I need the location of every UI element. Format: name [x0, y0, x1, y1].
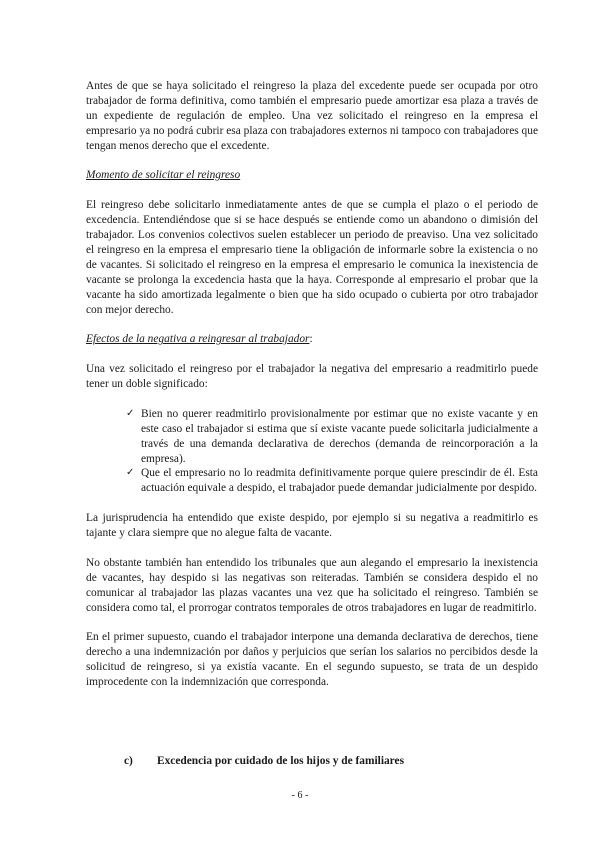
- paragraph-reingreso-intro: Antes de que se haya solicitado el reingreso la plaza del excedente puede ser ocupada por otro trabajador de forma definitiva, como también el empresario puede amortizar esa plaza a través de un expediente de regulación de empleo. Una vez solicitado el reingreso en la empresa el empresario ya no podrá cubrir esa plaza con trabajadores externos ni tampoco con trabajadores que tengan menos derecho que el excedente.: [86, 80, 538, 152]
- heading-momento-solicitar: Momento de solicitar el reingreso: [86, 169, 241, 182]
- paragraph-doble-significado: Una vez solicitado el reingreso por el trabajador la negativa del empresario a readmitirlo puede tener un doble significado:: [86, 363, 538, 391]
- section-title: Excedencia por cuidado de los hijos y de familiares: [157, 755, 405, 767]
- paragraph-tribunales: No obstante también han entendido los tribunales que aun alegando el empresario la inexistencia de vacantes, hay despido si las negativas son reiteradas. También se considera despido el no comunicar al trabajador las plazas vacantes una vez que ha solicitado el reingreso. También se considera como tal, el prorrogar contratos temporales de otros trabajadores en lugar de readmitirlo.: [86, 556, 538, 614]
- list-item: [126, 466, 538, 496]
- paragraph-supuestos: En el primer supuesto, cuando el trabajador interpone una demanda declarativa de derechos, tiene derecho a una indemnización por daños y perjuicios que serían los salarios no percibidos desde la solicitud de reingreso, si ya existía vacante. En el segundo supuesto, se trata de un despido improcedente con la indemnización que corresponda.: [86, 631, 538, 689]
- check-mark-icon: ✓: [126, 407, 135, 419]
- heading-efectos-negativa-text: Efectos de la negativa a reingresar al trabajador: [86, 333, 310, 346]
- section-heading: [124, 755, 404, 767]
- paragraph-momento-solicitar: El reingreso debe solicitarlo inmediatamente antes de que se cumpla el plazo o el periodo de excedencia. Entendiéndose que si se hace después se entiende como un abandono o dimisión del trabajador. Los convenios colectivos suelen establecer un periodo de preaviso. Una vez solicitado el reingreso en la empresa el empresario tiene la obligación de informarle sobre la existencia o no de vacantes. Si solicitado el reingreso en la empresa el empresario le comunica la inexistencia de vacante se prolonga la excedencia hasta que la haya. Corresponde al empresario el probar que la vacante ha sido amortizada legalmente o bien que ha sido ocupado o cubierta por otro trabajador con mejor derecho.: [86, 199, 538, 316]
- bullet-list: [86, 407, 538, 496]
- page-number: - 6 -: [291, 790, 309, 801]
- list-item: [126, 407, 538, 467]
- list-item-text: Que el empresario no lo readmita definitivamente porque quiere prescindir de él. Esta actuación equivale a despido, el trabajador puede demandar judicialmente por despido.: [141, 467, 538, 495]
- check-mark-icon: ✓: [126, 467, 135, 479]
- list-item-text: Bien no querer readmitirlo provisionalmente por estimar que no existe vacante y en este caso el trabajador si estima que sí existe vacante puede solicitarla judicialmente a través de una demanda declarativa de derechos (demanda de reincorporación a la empresa).: [141, 407, 538, 465]
- paragraph-jurisprudencia: La jurisprudencia ha entendido que existe despido, por ejemplo si su negativa a readmitirlo es tajante y clara siempre que no alegue falta de vacante.: [86, 512, 538, 540]
- document-body: [86, 79, 538, 690]
- heading-efectos-negativa: [86, 332, 538, 347]
- heading-efectos-negativa-colon: :: [309, 333, 313, 346]
- section-letter: c): [124, 755, 133, 767]
